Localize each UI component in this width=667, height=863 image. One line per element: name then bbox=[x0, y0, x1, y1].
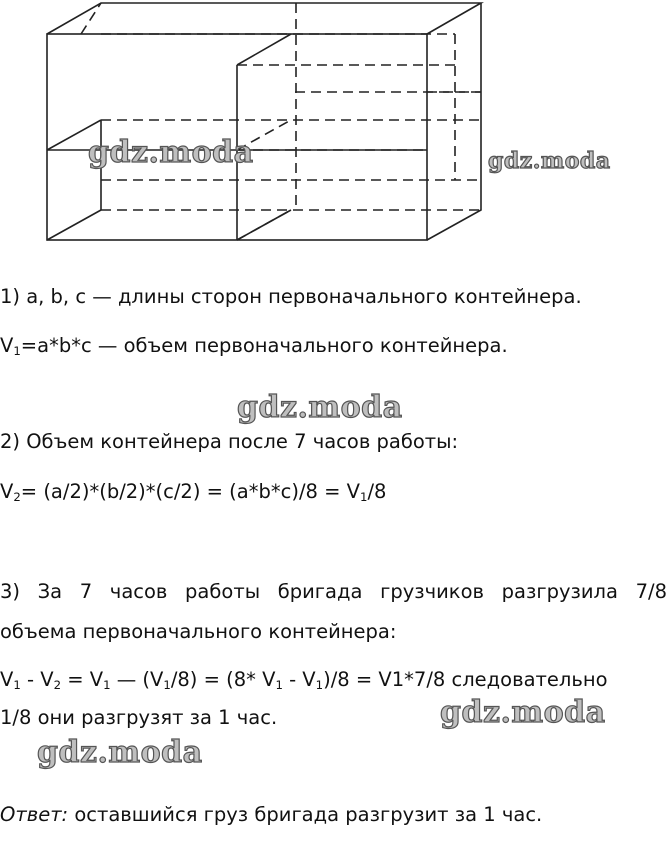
answer-label: Ответ: bbox=[0, 803, 69, 826]
step2-heading: 2) Объем контейнера после 7 часов работы: bbox=[0, 430, 459, 453]
watermark: gdz.moda bbox=[440, 695, 606, 730]
step3-line4: 1/8 они разгрузят за 1 час. bbox=[0, 706, 278, 729]
step3-formula: $V_1 - V_2 = V_1$ — $(V_1/8) = (8*$ $V_1 - V_1)/8 = V1*7/8$ следовательно bbox=[0, 668, 608, 692]
step1-text: 1) a, b, c — длины сторон первоначального контейнера. bbox=[0, 285, 582, 308]
watermark: gdz.moda bbox=[488, 148, 611, 174]
watermark: gdz.moda bbox=[237, 390, 403, 425]
right-face-edges bbox=[427, 3, 481, 240]
top-face-edges bbox=[47, 3, 481, 34]
step3-line1: 3) За 7 часов работы бригада грузчиков разгрузила 7/8 bbox=[0, 580, 667, 603]
watermark: gdz.moda bbox=[88, 135, 254, 170]
container-diagram bbox=[0, 0, 667, 250]
watermark: gdz.moda bbox=[37, 735, 203, 770]
answer-text: оставшийся груз бригада разгрузит за 1 час. bbox=[68, 803, 543, 826]
step1-volume: $V_1=a*b*c$ — объем первоначального контейнера. bbox=[0, 334, 508, 358]
answer bbox=[0, 803, 667, 826]
step3-line2: объема первоначального контейнера: bbox=[0, 620, 397, 643]
step2-formula: $V_2= (a/2)*(b/2)*(c/2) = (a*b*c)/8 = V_1/8$ bbox=[0, 480, 387, 504]
